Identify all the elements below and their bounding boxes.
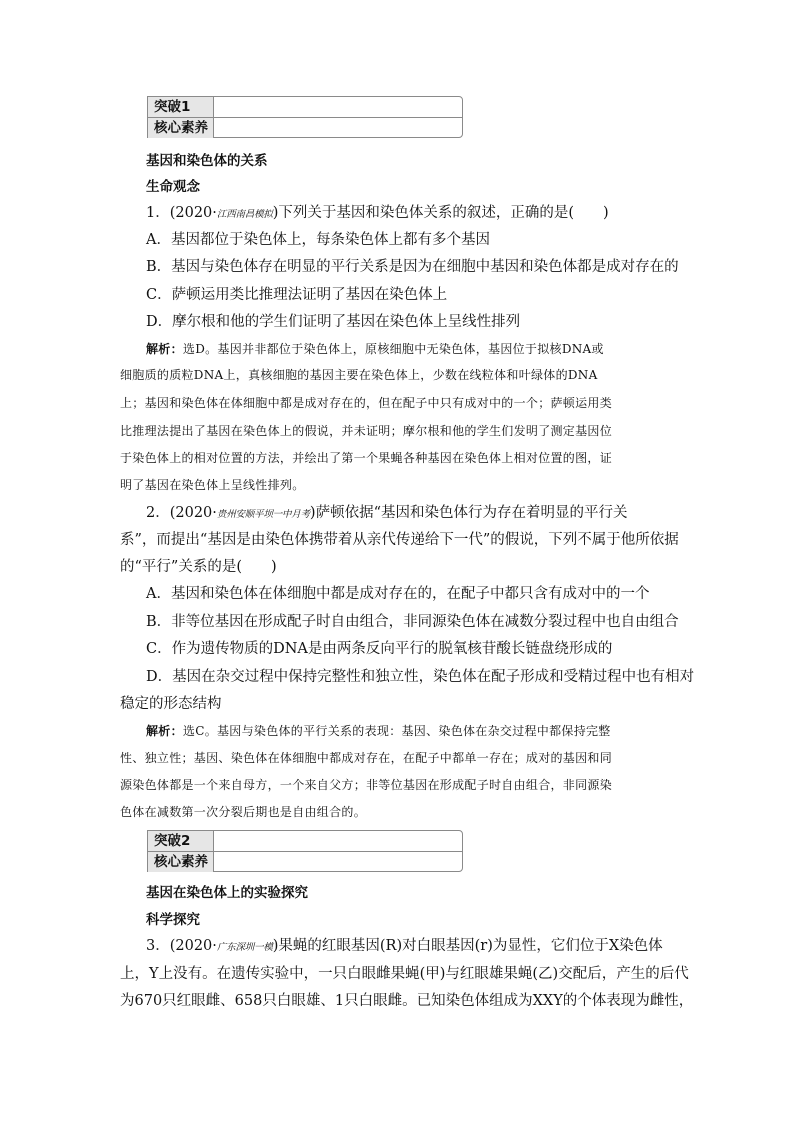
q2-option-b: B．非等位基因在形成配子时自由组合，非同源染色体在减数分裂过程中也自由组合 — [146, 614, 679, 630]
q3-source: 广东深圳一模 — [216, 942, 273, 953]
q1-source: 江西南昌模拟 — [216, 209, 273, 220]
section-1-literacy: 生命观念 — [146, 179, 200, 195]
q2-option-a: A．基因和染色体在体细胞中都是成对存在的，在配子中都只含有成对中的一个 — [146, 586, 650, 602]
q1-analysis-line-5: 于染色体上的相对位置的方法，并绘出了第一个果蝇各种基因在染色体上相对位置的图，证 — [120, 451, 613, 465]
q1-analysis-line-4: 比推理法提出了基因在染色体上的假说，并未证明；摩尔根和他的学生们发明了测定基因位 — [120, 424, 613, 438]
section-2-title: 基因在染色体上的实验探究 — [146, 885, 308, 901]
q1-analysis-line-3: 上；基因和染色体在体细胞中都是成对存在的，但在配子中只有成对中的一个；萨顿运用类 — [120, 396, 613, 410]
q1-analysis-line-6: 明了基因在染色体上呈线性排列。 — [120, 478, 305, 492]
q2-analysis-line-3: 源染色体都是一个来自母方，一个来自父方；非等位基因在形成配子时自由组合，非同源染 — [120, 778, 613, 792]
breakthrough-1-box — [147, 96, 463, 138]
section-1-title: 基因和染色体的关系 — [146, 153, 268, 169]
section-2-literacy: 科学探究 — [146, 912, 200, 928]
q2-source: 贵州安顺平坝一中月考 — [216, 509, 310, 520]
q2-stem-line-3: 的“平行”关系的是( ) — [120, 559, 277, 575]
q2-option-d-line-1: D．基因在杂交过程中保持完整性和独立性，染色体在配子形成和受精过程中也有相对 — [146, 669, 695, 685]
q1-option-d: D．摩尔根和他的学生们证明了基因在染色体上呈线性排列 — [146, 314, 521, 330]
q1-option-c: C．萨顿运用类比推理法证明了基因在染色体上 — [146, 287, 448, 303]
breakthrough-2-box — [147, 830, 463, 872]
q1-option-a: A．基因都位于染色体上，每条染色体上都有多个基因 — [146, 232, 490, 248]
q2-analysis-line-1: 解析：选C。基因与染色体的平行关系的表现：基因、染色体在杂交过程中都保持完整 — [146, 724, 611, 738]
q3-stem-line-2: 上，Y上没有。在遗传实验中，一只白眼雌果蝇(甲)与红眼雄果蝇(乙)交配后，产生的后代 — [120, 966, 689, 982]
q1-analysis-line-2: 细胞质的质粒DNA上，真核细胞的基因主要在染色体上，少数在线粒体和叶绿体的DNA — [120, 368, 598, 382]
core-literacy-label-2: 核心素养 — [148, 852, 214, 872]
q2-analysis-line-2: 性、独立性；基因、染色体在体细胞中都成对存在，在配子中都单一存在；成对的基因和同 — [120, 751, 613, 765]
q2-stem-line-1: 2．(2020·贵州安顺平坝一中月考)萨顿依据“基因和染色体行为存在着明显的平行关 — [146, 505, 628, 521]
q2-analysis-line-4: 色体在减数第一次分裂后期也是自由组合的。 — [120, 805, 367, 819]
q1-option-b: B．基因与染色体存在明显的平行关系是因为在细胞中基因和染色体都是成对存在的 — [146, 259, 679, 275]
q2-stem-line-2: 系”，而提出“基因是由染色体携带着从亲代传递给下一代”的假说，下列不属于他所依据 — [120, 532, 679, 548]
breakthrough-2-label: 突破2 — [148, 831, 214, 851]
core-literacy-label-1: 核心素养 — [148, 118, 214, 138]
q1-stem: 1．(2020·江西南昌模拟)下列关于基因和染色体关系的叙述，正确的是( ) — [146, 205, 609, 221]
q3-stem-line-3: 为670只红眼雌、658只白眼雄、1只白眼雌。已知染色体组成为XXY的个体表现为雌性， — [120, 993, 694, 1009]
q1-analysis-line-1: 解析：选D。基因并非都位于染色体上，原核细胞中无染色体，基因位于拟核DNA或 — [146, 342, 604, 356]
q2-option-d-line-2: 稳定的形态结构 — [120, 696, 222, 712]
q2-option-c: C．作为遗传物质的DNA是由两条反向平行的脱氧核苷酸长链盘绕形成的 — [146, 641, 613, 657]
q3-stem-line-1: 3．(2020·广东深圳一模)果蝇的红眼基因(R)对白眼基因(r)为显性，它们位于X染色体 — [146, 938, 663, 954]
breakthrough-1-label: 突破1 — [148, 97, 214, 117]
